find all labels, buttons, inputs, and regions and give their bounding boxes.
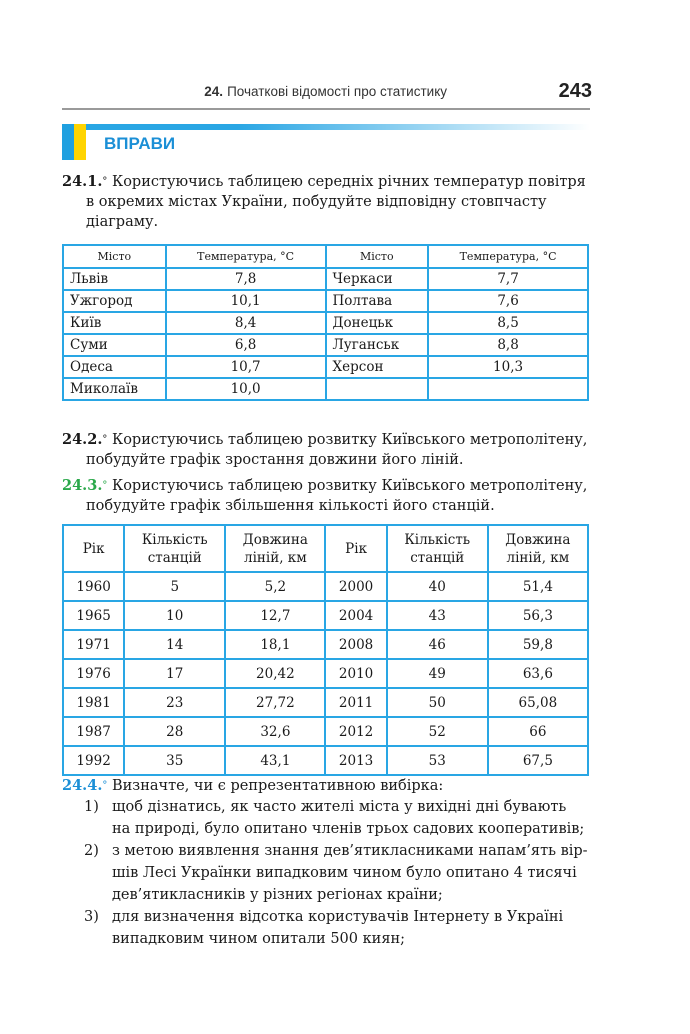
table-cell: 56,3	[488, 601, 588, 630]
table-cell: 32,6	[225, 717, 325, 746]
table-header-cell: Місто	[326, 245, 429, 268]
list-item-text: для визначення відсотка користувачів Інтернету в Україні	[112, 909, 564, 925]
header-line: ліній, км	[244, 549, 307, 566]
table-cell: 49	[387, 659, 488, 688]
city-cell: Херсон	[326, 356, 429, 378]
temperature-cell: 8,8	[428, 334, 588, 356]
section-banner	[62, 124, 590, 160]
chapter-title: Початкові відомості про статистику	[227, 84, 447, 99]
list-item-text: з метою виявлення знання дев’ятикласниками напам’ять вір-	[112, 843, 588, 859]
table-cell: 12,7	[225, 601, 325, 630]
header-line: станцій	[410, 549, 465, 566]
exercise-24-3: 24.3.° Користуючись таблицею розвитку Київського метрополітену, побудуйте графік збільшення кількості його станцій.	[62, 476, 592, 516]
city-cell: Донецьк	[326, 312, 429, 334]
flag-blue-stripe	[62, 124, 74, 160]
table-row	[63, 717, 588, 746]
temperature-table	[62, 244, 589, 401]
temperature-cell: 10,7	[166, 356, 326, 378]
city-cell: Львів	[63, 268, 166, 290]
table-row	[63, 688, 588, 717]
exercise-number: 24.3.	[62, 477, 103, 494]
exercise-number: 24.2.	[62, 431, 103, 448]
table-cell: 2000	[325, 572, 386, 601]
table-cell: 52	[387, 717, 488, 746]
table-header-row	[63, 525, 588, 572]
table-cell: 1971	[63, 630, 124, 659]
metro-table	[62, 524, 589, 776]
list-item-text: шів Лесі Українки випадковим чином було опитано 4 тисячі	[112, 865, 577, 881]
table-cell: 51,4	[488, 572, 588, 601]
temperature-cell: 7,6	[428, 290, 588, 312]
table-header-cell	[225, 525, 325, 572]
list-item-label: 1)	[84, 799, 99, 815]
header-line: Рік	[345, 540, 368, 557]
exercise-text: Користуючись таблицею розвитку Київського метрополітену,	[107, 432, 588, 448]
table-cell: 46	[387, 630, 488, 659]
table-row	[63, 630, 588, 659]
city-cell	[326, 378, 429, 400]
header-line: Рік	[82, 540, 105, 557]
table-cell: 27,72	[225, 688, 325, 717]
table-header-cell	[124, 525, 225, 572]
table-cell: 18,1	[225, 630, 325, 659]
city-cell: Київ	[63, 312, 166, 334]
exercise-24-4-list	[84, 796, 590, 950]
temperature-cell: 10,0	[166, 378, 326, 400]
exercise-24-1: 24.1.° Користуючись таблицею середніх річних температур повітря в окремих містах України, побудуйте відповідну стовпчасту діаграму.	[62, 172, 592, 232]
temperature-cell: 8,4	[166, 312, 326, 334]
list-item-text: на природі, було опитано членів трьох садових кооперативів;	[112, 821, 585, 837]
table-cell: 23	[124, 688, 225, 717]
table-cell: 50	[387, 688, 488, 717]
table-row	[63, 268, 588, 290]
table-cell: 2013	[325, 746, 386, 775]
city-cell: Суми	[63, 334, 166, 356]
table-header-cell	[387, 525, 488, 572]
table-cell: 1976	[63, 659, 124, 688]
table-header-cell: Температура, °С	[166, 245, 326, 268]
table-cell: 1981	[63, 688, 124, 717]
page-header	[62, 80, 592, 104]
exercise-24-2: 24.2.° Користуючись таблицею розвитку Київського метрополітену, побудуйте графік зростання довжини його ліній.	[62, 430, 592, 470]
table-cell: 5	[124, 572, 225, 601]
table-cell: 53	[387, 746, 488, 775]
table-cell: 67,5	[488, 746, 588, 775]
list-item-text: щоб дізнатись, як часто жителі міста у вихідні дні бувають	[112, 799, 567, 815]
header-line: ліній, км	[506, 549, 570, 566]
list-item-text: дев’ятикласників у різних регіонах країни;	[112, 887, 443, 903]
table-header-cell: Місто	[63, 245, 166, 268]
temperature-cell: 10,1	[166, 290, 326, 312]
table-cell: 43,1	[225, 746, 325, 775]
exercise-text: Користуючись таблицею розвитку Київського метрополітену,	[107, 478, 588, 494]
list-item	[84, 840, 590, 906]
table-cell: 43	[387, 601, 488, 630]
table-cell: 40	[387, 572, 488, 601]
exercise-text: в окремих містах України, побудуйте відповідну стовпчасту	[86, 194, 547, 210]
table-header-cell	[488, 525, 588, 572]
temperature-cell: 8,5	[428, 312, 588, 334]
table-cell: 35	[124, 746, 225, 775]
list-item-text: випадковим чином опитали 500 киян;	[112, 931, 406, 947]
table-cell: 10	[124, 601, 225, 630]
exercise-text: побудуйте графік збільшення кількості його станцій.	[86, 498, 495, 514]
table-cell: 65,08	[488, 688, 588, 717]
table-row	[63, 746, 588, 775]
table-cell: 1987	[63, 717, 124, 746]
table-header-row	[63, 245, 588, 268]
temperature-cell: 7,8	[166, 268, 326, 290]
table-row	[63, 572, 588, 601]
temperature-cell	[428, 378, 588, 400]
table-cell: 1960	[63, 572, 124, 601]
table-cell: 66	[488, 717, 588, 746]
table-cell: 2008	[325, 630, 386, 659]
table-cell: 2010	[325, 659, 386, 688]
city-cell: Миколаїв	[63, 378, 166, 400]
table-cell: 1992	[63, 746, 124, 775]
city-cell: Луганськ	[326, 334, 429, 356]
table-cell: 14	[124, 630, 225, 659]
table-row	[63, 659, 588, 688]
table-cell: 2004	[325, 601, 386, 630]
exercise-24-4: 24.4.° Визначте, чи є репрезентативною вибірка:	[62, 777, 444, 794]
header-line: Довжина	[242, 531, 308, 548]
table-cell: 63,6	[488, 659, 588, 688]
table-cell: 5,2	[225, 572, 325, 601]
exercise-text: Користуючись таблицею середніх річних температур повітря	[107, 174, 586, 190]
header-line: Довжина	[505, 531, 571, 548]
temperature-cell: 10,3	[428, 356, 588, 378]
table-cell: 20,42	[225, 659, 325, 688]
list-item-label: 2)	[84, 843, 99, 859]
list-item-label: 3)	[84, 909, 99, 925]
exercise-text: побудуйте графік зростання довжини його ліній.	[86, 452, 464, 468]
temperature-cell: 6,8	[166, 334, 326, 356]
table-row	[63, 601, 588, 630]
table-row	[63, 312, 588, 334]
table-header-cell	[325, 525, 386, 572]
table-header-cell	[63, 525, 124, 572]
header-line: Кількість	[404, 531, 471, 548]
exercise-text: Визначте, чи є репрезентативною вибірка:	[107, 778, 444, 794]
table-cell: 59,8	[488, 630, 588, 659]
list-item	[84, 796, 590, 840]
section-title: ВПРАВИ	[104, 134, 176, 153]
table-row	[63, 290, 588, 312]
city-cell: Одеса	[63, 356, 166, 378]
table-cell: 28	[124, 717, 225, 746]
running-title	[204, 84, 447, 99]
exercise-number: 24.1.	[62, 173, 103, 190]
header-line: станцій	[147, 549, 202, 566]
page-number: 243	[558, 80, 592, 102]
table-header-cell: Температура, °С	[428, 245, 588, 268]
temperature-cell: 7,7	[428, 268, 588, 290]
table-row	[63, 378, 588, 400]
city-cell: Ужгород	[63, 290, 166, 312]
header-divider	[62, 108, 590, 110]
table-cell: 17	[124, 659, 225, 688]
city-cell: Черкаси	[326, 268, 429, 290]
list-item	[84, 906, 590, 950]
table-row	[63, 356, 588, 378]
city-cell: Полтава	[326, 290, 429, 312]
table-row	[63, 334, 588, 356]
header-line: Кількість	[141, 531, 208, 548]
banner-gradient-line	[86, 124, 590, 130]
chapter-number: 24.	[204, 84, 224, 99]
table-cell: 2012	[325, 717, 386, 746]
table-cell: 1965	[63, 601, 124, 630]
flag-yellow-stripe	[74, 124, 86, 160]
exercise-text: діаграму.	[86, 214, 159, 230]
table-cell: 2011	[325, 688, 386, 717]
exercise-number: 24.4.	[62, 777, 103, 794]
